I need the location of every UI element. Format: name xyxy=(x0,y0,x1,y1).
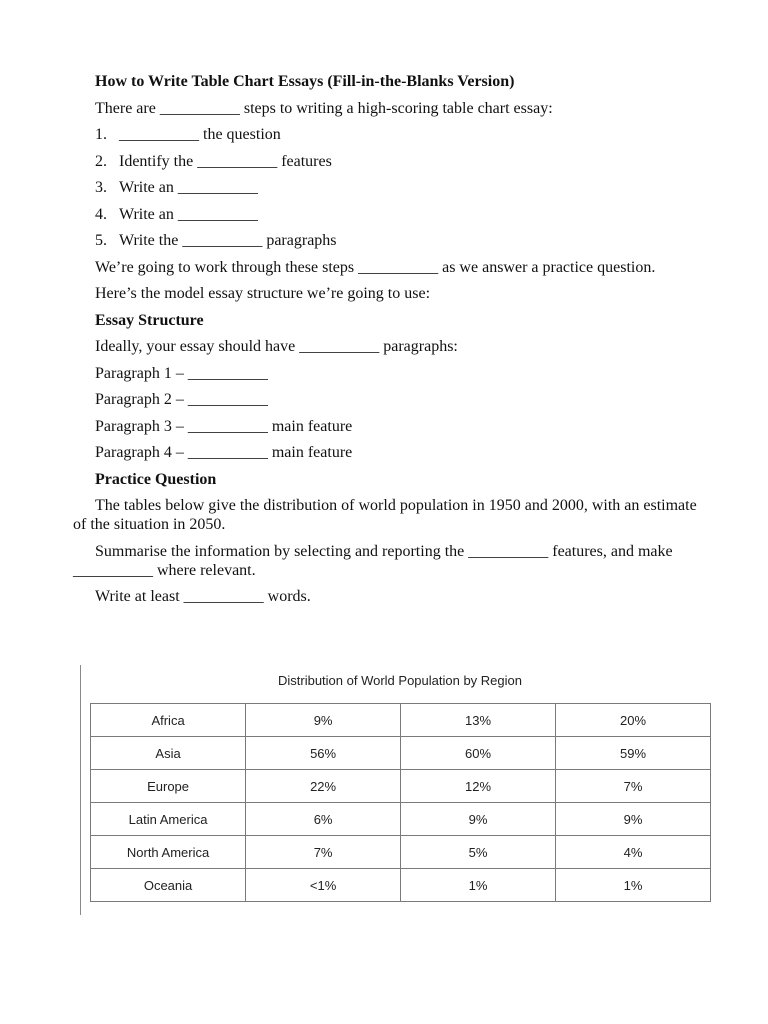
value-cell: 7% xyxy=(556,770,711,803)
step-number: 4. xyxy=(95,205,107,223)
step-text: __________ the question xyxy=(119,126,281,143)
margin-rule xyxy=(80,665,81,915)
value-cell: 5% xyxy=(401,836,556,869)
step-text: Identify the __________ features xyxy=(119,152,332,170)
worksheet xyxy=(73,72,713,614)
region-cell: Oceania xyxy=(91,869,246,902)
essay-structure-heading: Essay Structure xyxy=(95,311,204,329)
ideally-text: Ideally, your essay should have __________ paragraphs: xyxy=(95,338,458,355)
value-cell: 9% xyxy=(556,803,711,836)
list-item xyxy=(73,205,713,224)
table-row xyxy=(91,704,711,737)
region-cell: Latin America xyxy=(91,803,246,836)
paragraph-line: Paragraph 4 – __________ main feature xyxy=(95,444,353,461)
value-cell: 59% xyxy=(556,737,711,770)
value-cell: 6% xyxy=(246,803,401,836)
step-number: 3. xyxy=(95,179,107,196)
list-item xyxy=(73,152,713,171)
list-item xyxy=(73,125,713,144)
value-cell: 20% xyxy=(556,704,711,737)
word-count-text: Write at least __________ words. xyxy=(95,588,311,605)
value-cell: 9% xyxy=(246,704,401,737)
steps-list xyxy=(73,125,713,250)
value-cell: 60% xyxy=(401,737,556,770)
population-table-figure xyxy=(80,665,720,915)
value-cell: 13% xyxy=(401,704,556,737)
work-through-text: We’re going to work through these steps __________ as we answer a practice question. xyxy=(95,258,656,276)
page-title: How to Write Table Chart Essays (Fill-in-the-Blanks Version) xyxy=(95,73,515,90)
value-cell: 1% xyxy=(401,869,556,902)
intro-text: There are __________ steps to writing a high-scoring table chart essay: xyxy=(95,99,553,117)
table-row xyxy=(91,869,711,902)
model-intro-text: Here’s the model essay structure we’re going to use: xyxy=(95,285,431,302)
value-cell: 9% xyxy=(401,803,556,836)
list-item xyxy=(73,178,713,197)
region-cell: Africa xyxy=(91,704,246,737)
value-cell: 1% xyxy=(556,869,711,902)
task-text: The tables below give the distribution of world population in 1950 and 2000, with an estimate of the situation in 2050. xyxy=(73,497,697,533)
paragraph-line: Paragraph 1 – __________ xyxy=(95,364,268,382)
step-text: Write an __________ xyxy=(119,205,258,223)
region-cell: Europe xyxy=(91,770,246,803)
value-cell: <1% xyxy=(246,869,401,902)
table-title: Distribution of World Population by Region xyxy=(277,673,522,688)
step-number: 5. xyxy=(95,232,107,249)
population-table xyxy=(90,703,711,902)
step-number: 1. xyxy=(95,126,107,143)
value-cell: 4% xyxy=(556,836,711,869)
list-item xyxy=(73,231,713,250)
paragraph-line: Paragraph 3 – __________ main feature xyxy=(95,417,353,435)
paragraph-line: Paragraph 2 – __________ xyxy=(95,391,268,408)
summarise-text: Summarise the information by selecting and reporting the __________ features, and make __________ where relevant. xyxy=(73,542,673,579)
table-row xyxy=(91,737,711,770)
region-cell: Asia xyxy=(91,737,246,770)
table-row xyxy=(91,836,711,869)
step-text: Write an __________ xyxy=(119,179,258,196)
value-cell: 22% xyxy=(246,770,401,803)
practice-heading: Practice Question xyxy=(95,470,217,488)
step-number: 2. xyxy=(95,152,107,170)
region-cell: North America xyxy=(91,836,246,869)
value-cell: 12% xyxy=(401,770,556,803)
value-cell: 7% xyxy=(246,836,401,869)
table-row xyxy=(91,803,711,836)
value-cell: 56% xyxy=(246,737,401,770)
table-body xyxy=(91,704,711,902)
step-text: Write the __________ paragraphs xyxy=(119,232,337,249)
table-row xyxy=(91,770,711,803)
